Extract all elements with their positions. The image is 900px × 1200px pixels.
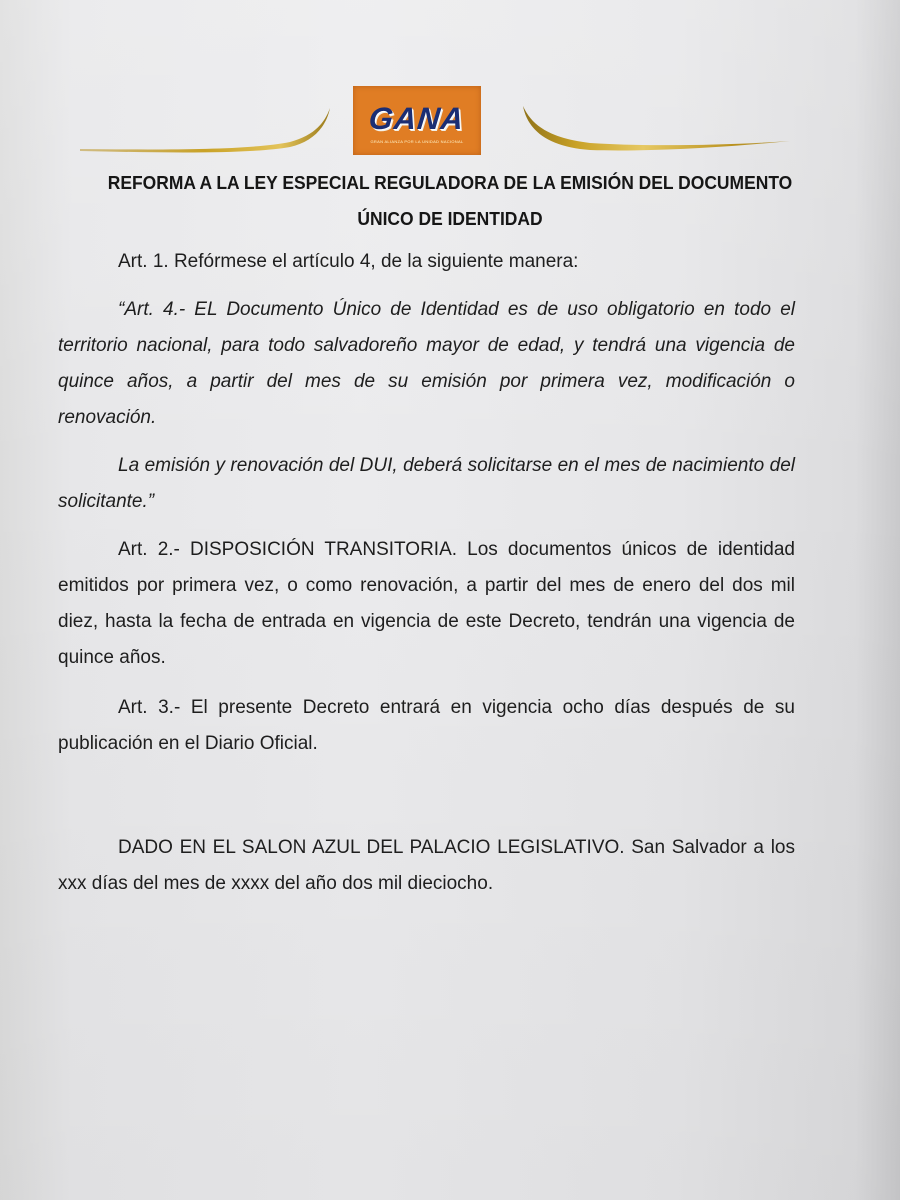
- gold-swoosh-left-icon: [80, 100, 335, 160]
- article-4-quoted-paragraph: “Art. 4.- EL Documento Único de Identidad es de uso obligatorio en todo el territorio nacional, para todo salvadoreño mayor de edad, y tendrá una vigencia de quince años, a partir del mes de su emisión por primera vez, modificación o renovación.: [58, 299, 795, 428]
- letterhead: [0, 0, 900, 170]
- article-1-paragraph: Art. 1. Refórmese el artículo 4, de la siguiente manera:: [118, 251, 579, 272]
- document-title: [52, 165, 847, 237]
- article-3-paragraph: Art. 3.- El presente Decreto entrará en vigencia ocho días después de su publicación en el Diario Oficial.: [58, 697, 795, 754]
- title-line-2: ÚNICO DE IDENTIDAD: [357, 209, 543, 229]
- closing-paragraph: DADO EN EL SALON AZUL DEL PALACIO LEGISLATIVO. San Salvador a los xxx días del mes de xxxx del año dos mil dieciocho.: [58, 837, 795, 894]
- document-body: [58, 244, 795, 902]
- logo-tagline: GRAN ALIANZA POR LA UNIDAD NACIONAL: [370, 139, 464, 144]
- logo-wordmark: GANA: [367, 101, 467, 136]
- title-line-1: REFORMA A LA LEY ESPECIAL REGULADORA DE LA EMISIÓN DEL DOCUMENTO: [107, 173, 793, 193]
- article-4-second-paragraph: La emisión y renovación del DUI, deberá solicitarse en el mes de nacimiento del solicitante.”: [58, 455, 795, 512]
- gold-swoosh-right-icon: [510, 100, 795, 155]
- article-2-paragraph: Art. 2.- DISPOSICIÓN TRANSITORIA. Los documentos únicos de identidad emitidos por primera vez, o como renovación, a partir del mes de enero del dos mil diez, hasta la fecha de entrada en vigencia de este Decreto, tendrán una vigencia de quince años.: [58, 539, 795, 668]
- gana-logo: [353, 86, 481, 155]
